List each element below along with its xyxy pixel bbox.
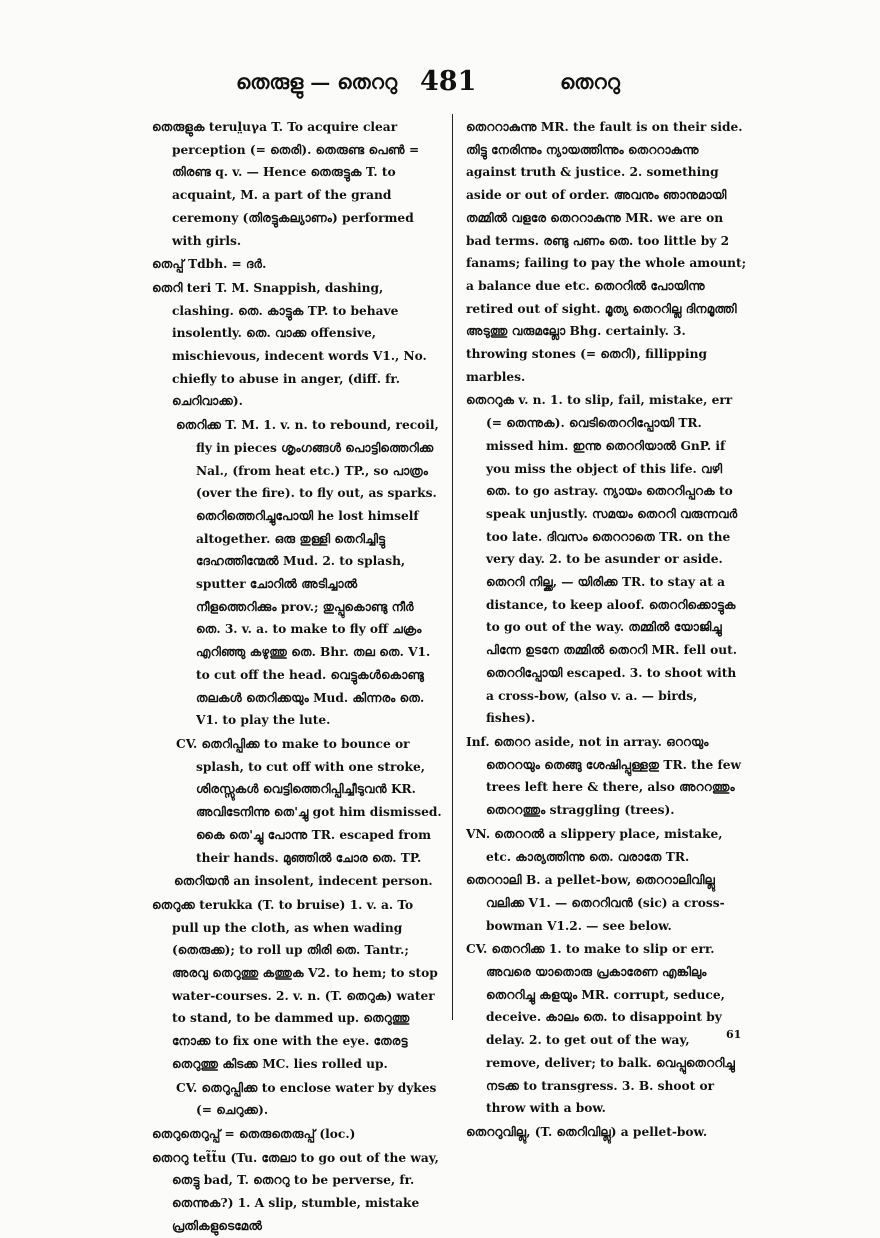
entry-teri: തെറി teri T. M. Snappish, dashing, clashing. തെ. കാട്ടുക TP. to behave insolently. തെ. വാക്ക offensive, mischievous, indecent words V1., No. chiefly to abuse in anger, (diff. fr. ചെറിവാക്ക). <box>152 280 427 409</box>
entry-theppu: തെപ്പ് Tdbh. = ദർ. <box>152 257 267 272</box>
entry-terukka: തെറുക്ക terukka (T. to bruise) 1. v. a. To pull up the cloth, as when wading (തെരുക്ക); to roll up തിരി തെ. Tantr.; അരവു തെറുത്തു കത്തുക V2. to hem; to stop water-courses. 2. v. n. (T. തെറുക) water to stand, to be dammed up. തെറുത്തു നോക്ക to fix one with the eye. തേരട്ട തെറുത്തു കിടക്ക MC. lies rolled up. <box>152 897 438 1071</box>
header-left-guideword: തെരുളു — തെററു <box>236 70 398 94</box>
printer-signature: 61 <box>726 1028 742 1041</box>
entry-inf-tetta: Inf. തെററ aside, not in array. ഒററയും തെററയും തെങ്ങു ശേഷിപ്പുള്ളതു TR. the few trees left here & there, also അററത്തും തെററത്തും straggling (trees). <box>466 734 742 818</box>
entry-tettu-continued: തെററാകുന്നു MR. the fault is on their side. തിട്ടു നേരിന്നും ന്യായത്തിന്നും തെററാകുന്നു against truth & justice. 2. something aside or out of order. അവനും ഞാനുമായി തമ്മിൽ വളരേ തെററാകുന്നു MR. we are on bad terms. രണ്ടു പണം തെ. too little by 2 fanams; failing to pay the whole amount; a balance due etc. തെററിൽ പോയിന്നു retired out of sight. മൂത്യ തെററില്ല ദിനമൂത്തി അടുത്തു വരുമല്ലോ Bhg. certainly. 3. throwing stones (= തെറി), fillipping marbles. <box>466 120 747 384</box>
left-column <box>152 116 442 1238</box>
entry-vn-tettal: VN. തെററൽ a slippery place, mistake, etc. കാര്യത്തിന്നു തെ. വരാതേ TR. <box>466 826 723 864</box>
entry-tettu: തെററു tet̃t̃u (Tu. തേലാ to go out of the way, തെട്ടു bad, T. തെററു to be perverse, fr. തെന്നുക?) 1. A slip, stumble, mistake പ്രതികളുടെമേൽ <box>152 1150 439 1233</box>
entry-tettuvillu: തെററുവില്ലു, (T. തെറിവില്ലു) a pellet-bow. <box>466 1124 708 1139</box>
page-header <box>0 68 880 104</box>
entry-teruteruppu: തെറുതെറുപ്പ് = തെരുതെരുപ്പ് (loc.) <box>152 1126 356 1141</box>
subentry-teruppikka: CV. തെറുപ്പിക്ക to enclose water by dykes (= ചെറുക്ക). <box>176 1080 437 1118</box>
entry-tettali: തെററാലി B. a pellet-bow, തെററാലിവില്ലു വലിക്ക V1. — തെററിവൻ (sic) a cross-bowman V1.2. — see below. <box>466 873 725 933</box>
entry-terulukka: തെരുളുക terul̤uγa T. To acquire clear perception (= തെരി). തെരുണ്ട പെൺ = തിരണ്ട q. v. — Hence തെരുട്ടുക T. to acquaint, M. a part of the grand ceremony (തിരട്ടുകല്യാണം) performed with girls. <box>152 120 420 248</box>
right-column <box>466 116 748 1145</box>
subentry-terikka: തെറിക്ക T. M. 1. v. n. to rebound, recoil, fly in pieces ശൃംഗങ്ങൾ പൊട്ടിത്തെറിക്ക Nal., (from heat etc.) TP., so പാത്രം (over the fire). to fly out, as sparks. തെറിത്തെറിച്ചുപോയി he lost himself altogether. ഒരു തുള്ളി തെറിച്ചിട്ടു ദേഹത്തിന്മേൽ Mud. 2. to splash, sputter ചോറിൽ അടിച്ചാൽ നീളത്തെറിക്കും prov.; തുപ്പുകൊണ്ടു നീർ തെ. 3. v. a. to make to fly off ചക്രം എറിഞ്ഞു കഴുത്തു തെ. Bhr. തല തെ. V1. to cut off the head. വെട്ടുകൾകൊണ്ടു തലകൾ തെറിക്കയും Mud. കിന്നരം തെ. V1. to play the lute. <box>176 418 439 728</box>
entry-tettuka: തെററുക v. n. 1. to slip, fail, mistake, err (= തെന്നുക). വെടിതെററിപ്പോയി TR. missed him. ഇന്നു തെററിയാൽ GnP. if you miss the object of this life. വഴി തെ. to go astray. ന്യായം തെററിപ്പറക to speak unjustly. സമയം തെററി വരുന്നവർ too late. ദിവസം തെററാതെ TR. on the very day. 2. to be asunder or aside. തെററി നില്ക്ക, — യിരിക്ക TR. to stay at a distance, to keep aloof. തെററിക്കൊട്ടുക to go out of the way. തമ്മിൽ യോജിച്ചു പിന്നേ ഉടനേ തമ്മിൽ തെററി MR. fell out. തെററിപ്പോയി escaped. 3. to shoot with a cross-bow, (also v. a. — birds, fishes). <box>466 393 738 726</box>
subentry-teriyan: തെറിയൻ an insolent, indecent person. <box>174 874 433 889</box>
entry-cv-tettikka: CV. തെററിക്ക 1. to make to slip or err. അവരെ യാതൊരു പ്രകാരേണ എങ്കിലും തെററിച്ചു കളയും MR. corrupt, seduce, deceive. കാലം തെ. to disappoint by delay. 2. to get out of the way, remove, deliver; to balk. വെപ്പുതെററിച്ചു നടക്ക to transgress. 3. B. shoot or throw with a bow. <box>466 942 735 1116</box>
header-right-guideword: തെററു <box>560 70 620 94</box>
column-divider <box>452 114 453 1020</box>
page-number: 481 <box>420 66 477 97</box>
subentry-teripikka: CV. തെറിപ്പിക്ക to make to bounce or splash, to cut off with one stroke, ശിരസ്സുകൾ വെട്ടിത്തെറിപ്പിച്ചീടുവൻ KR. അവിടേനിന്നു തെ'ച്ചു got him dismissed. കൈ തെ'ച്ചു പോന്നു TR. escaped from their hands. മുഞ്ഞിൽ ചോര തെ. TP. <box>176 736 442 865</box>
